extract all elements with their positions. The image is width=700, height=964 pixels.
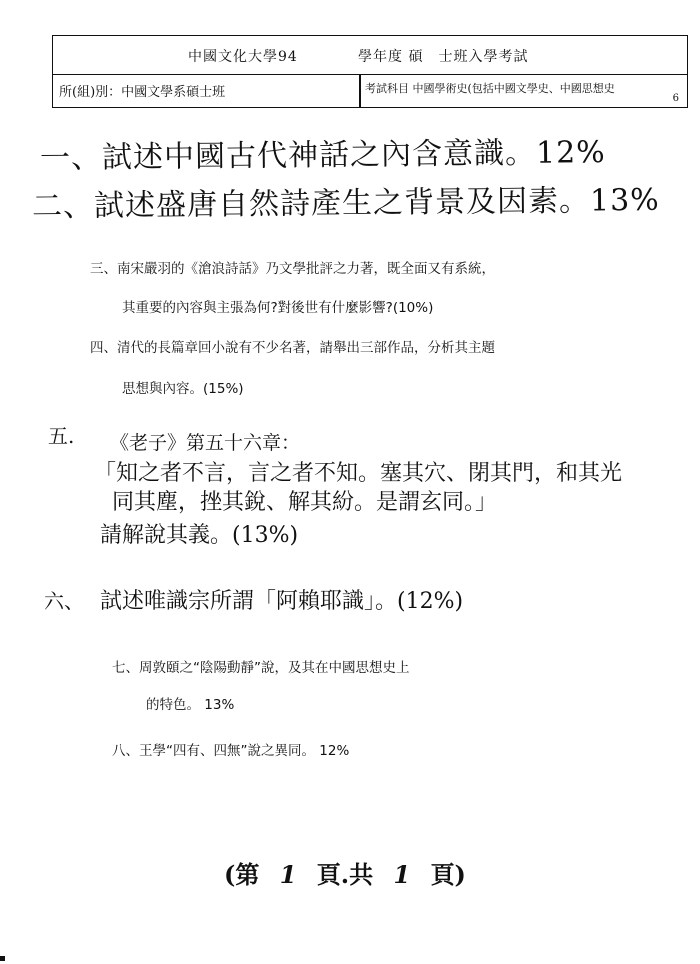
question-5-line-3: 同其塵，挫其銳、解其紛。是謂玄同。」 <box>112 490 498 515</box>
question-4-line-2: 思想與內容。(15%) <box>122 381 244 397</box>
question-2: 二、試述盛唐自然詩產生之背景及因素。13% <box>31 182 660 225</box>
header-row-info <box>53 74 687 107</box>
question-3-line-1: 三、南宋嚴羽的《滄浪詩話》乃文學批評之力著，既全面又有系統， <box>90 261 495 277</box>
exam-title: 學年度 碩 士班入學考試 <box>358 49 529 65</box>
question-5-number: 五. <box>48 424 75 448</box>
question-7-line-2: 的特色。 13% <box>146 697 235 713</box>
subject-label: 考試科目 中國學術史(包括中國文學史、中國思想史 <box>365 82 615 95</box>
scan-mark <box>0 956 5 961</box>
header-row-title <box>53 36 687 75</box>
footer-close: 頁) <box>430 860 466 889</box>
footer-total-pages: 1 <box>393 860 411 889</box>
exam-header-table <box>52 35 688 108</box>
department-label: 所(組)別：中國文學系碩士班 <box>59 85 226 100</box>
question-8: 八、王學“四有、四無”說之異同。 12% <box>112 743 350 759</box>
school-year: 中國文化大學94 <box>188 49 298 65</box>
question-6: 試述唯識宗所謂「阿賴耶識」。(12%) <box>100 589 464 614</box>
question-5-line-1: 《老子》第五十六章： <box>110 432 301 454</box>
question-3-line-2: 其重要的內容與主張為何?對後世有什麼影響?(10%) <box>122 300 434 316</box>
page-footer <box>224 855 466 890</box>
question-4-line-1: 四、清代的長篇章回小說有不少名著，請舉出三部作品，分析其主題 <box>90 340 495 356</box>
question-6-number: 六、 <box>44 589 84 613</box>
header-divider <box>359 74 361 107</box>
page-mark: 6 <box>672 93 679 104</box>
question-7-line-1: 七、周敦頤之“陰陽動靜”說，及其在中國思想史上 <box>112 660 410 676</box>
footer-page-number: 1 <box>279 860 297 889</box>
question-5-line-4: 請解說其義。(13%) <box>100 523 299 548</box>
footer-open: (第 <box>224 860 260 889</box>
footer-mid: 頁.共 <box>316 860 374 889</box>
question-1: 一、試述中國古代神話之內含意識。12% <box>39 135 606 176</box>
question-5-line-2: 「知之者不言，言之者不知。塞其穴、閉其門，和其光 <box>94 461 623 486</box>
